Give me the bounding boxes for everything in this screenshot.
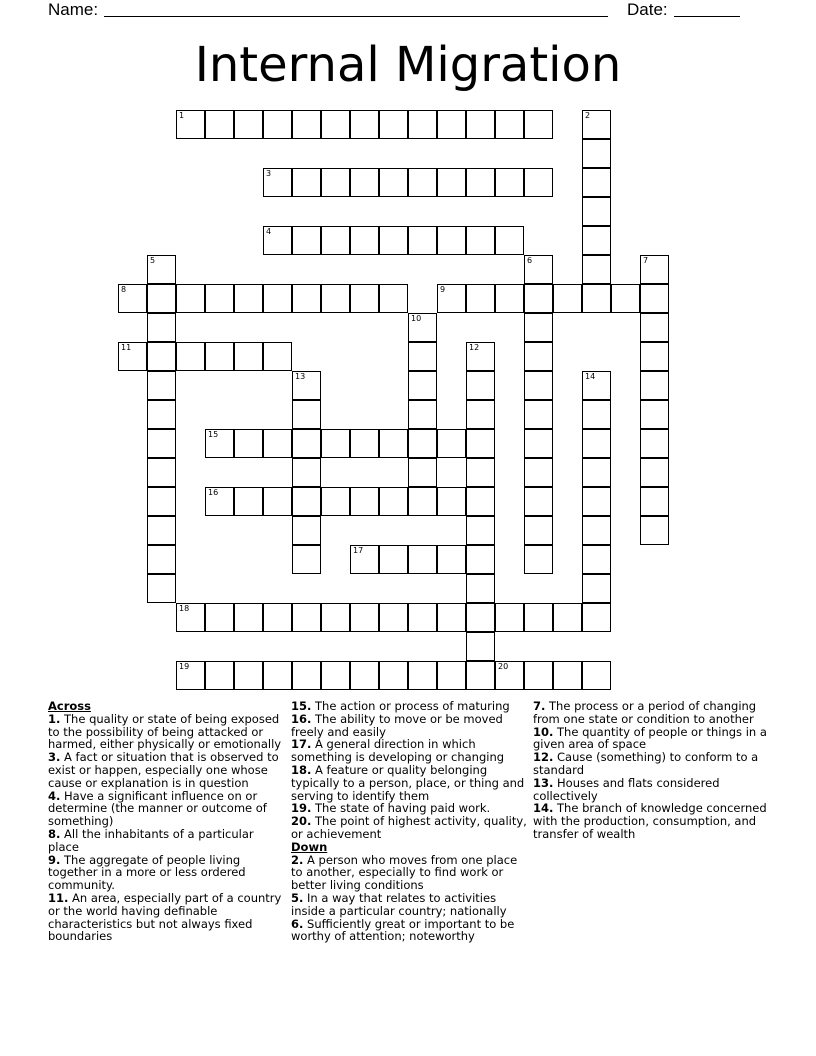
grid-cell[interactable]: [205, 429, 234, 458]
grid-cell[interactable]: [321, 110, 350, 139]
clue-column-3: [533, 700, 769, 841]
clue-number: 17: [353, 546, 364, 555]
grid-cell[interactable]: [176, 342, 205, 371]
grid-cell[interactable]: [350, 603, 379, 632]
grid-cell[interactable]: [553, 661, 582, 690]
grid-cell[interactable]: [640, 400, 669, 429]
grid-cell[interactable]: [292, 371, 321, 400]
grid-cell[interactable]: [321, 168, 350, 197]
grid-cell[interactable]: [466, 400, 495, 429]
grid-cell[interactable]: [205, 110, 234, 139]
clue-number: 11: [121, 343, 132, 352]
grid-cell[interactable]: [263, 603, 292, 632]
grid-cell[interactable]: [437, 545, 466, 574]
grid-cell[interactable]: [292, 400, 321, 429]
grid-cell[interactable]: [205, 342, 234, 371]
grid-cell[interactable]: [524, 371, 553, 400]
grid-cell[interactable]: [147, 371, 176, 400]
clue-down-7: 7. The process or a period of changing from one state or condition to another: [533, 699, 757, 726]
grid-cell[interactable]: [640, 487, 669, 516]
grid-cell[interactable]: [524, 429, 553, 458]
clue-down-14: 14. The branch of knowledge concerned with the production, consumption, and transfer of wealth: [533, 801, 767, 841]
grid-cell[interactable]: [263, 226, 292, 255]
date-label: Date:: [627, 0, 668, 19]
grid-cell[interactable]: [292, 168, 321, 197]
grid-cell[interactable]: [292, 429, 321, 458]
grid-cell[interactable]: [234, 110, 263, 139]
clue-column-1: [48, 700, 283, 943]
grid-cell[interactable]: [408, 458, 437, 487]
grid-cell[interactable]: [437, 487, 466, 516]
grid-cell[interactable]: [582, 168, 611, 197]
grid-cell[interactable]: [263, 110, 292, 139]
grid-cell[interactable]: [205, 284, 234, 313]
grid-cell[interactable]: [147, 574, 176, 603]
clue-number: 10: [411, 314, 422, 323]
grid-cell[interactable]: [553, 603, 582, 632]
grid-cell[interactable]: [379, 545, 408, 574]
grid-cell[interactable]: [234, 429, 263, 458]
grid-cell[interactable]: [582, 226, 611, 255]
grid-cell[interactable]: [524, 255, 553, 284]
grid-cell[interactable]: [582, 371, 611, 400]
grid-cell[interactable]: [321, 429, 350, 458]
grid-cell[interactable]: [640, 313, 669, 342]
grid-cell[interactable]: [408, 429, 437, 458]
grid-cell[interactable]: [582, 284, 611, 313]
grid-cell[interactable]: [350, 284, 379, 313]
grid-cell[interactable]: [582, 400, 611, 429]
grid-cell[interactable]: [263, 661, 292, 690]
clue-across-15: 15. The action or process of maturing: [291, 699, 510, 713]
grid-cell[interactable]: [147, 516, 176, 545]
grid-cell[interactable]: [292, 516, 321, 545]
across-heading: Across: [48, 699, 91, 713]
grid-cell[interactable]: [524, 545, 553, 574]
grid-cell[interactable]: [408, 545, 437, 574]
grid-cell[interactable]: [408, 168, 437, 197]
clue-number: 13: [295, 372, 306, 381]
grid-cell[interactable]: [176, 661, 205, 690]
grid-cell[interactable]: [321, 661, 350, 690]
grid-cell[interactable]: [147, 400, 176, 429]
grid-cell[interactable]: [582, 458, 611, 487]
grid-cell[interactable]: [176, 284, 205, 313]
grid-cell[interactable]: [147, 313, 176, 342]
clue-number: 16: [208, 488, 219, 497]
clue-number: 1: [179, 111, 185, 120]
grid-cell[interactable]: [408, 487, 437, 516]
clue-down-10: 10. The quantity of people or things in a given area of space: [533, 724, 767, 752]
grid-cell[interactable]: [408, 400, 437, 429]
grid-cell[interactable]: [466, 284, 495, 313]
grid-cell[interactable]: [350, 487, 379, 516]
clue-number: 15: [208, 430, 219, 439]
grid-cell[interactable]: [524, 661, 553, 690]
grid-cell[interactable]: [176, 110, 205, 139]
grid-cell[interactable]: [234, 603, 263, 632]
grid-cell[interactable]: [292, 487, 321, 516]
clue-number: 3: [266, 169, 272, 178]
grid-cell[interactable]: [292, 284, 321, 313]
grid-cell[interactable]: [466, 487, 495, 516]
grid-cell[interactable]: [263, 342, 292, 371]
clue-number: 5: [150, 256, 156, 265]
clue-across-19: 19. The state of having paid work.: [291, 801, 491, 816]
clue-across-3: 3. A fact or situation that is observed to exist or happen, especially one whose cause or explanation is in question: [48, 750, 279, 790]
clue-number: 18: [179, 604, 190, 613]
grid-cell[interactable]: [147, 342, 176, 371]
grid-cell[interactable]: [350, 168, 379, 197]
across-list-a: [48, 713, 283, 943]
grid-cell[interactable]: [640, 458, 669, 487]
grid-cell[interactable]: [524, 516, 553, 545]
clue-down-2: 2. A person who moves from one place to another, especially to find work or better living conditions: [291, 852, 518, 893]
grid-cell[interactable]: [466, 342, 495, 371]
grid-cell[interactable]: [263, 487, 292, 516]
grid-cell[interactable]: [640, 516, 669, 545]
grid-cell[interactable]: [495, 603, 524, 632]
down-heading: Down: [291, 839, 328, 854]
grid-cell[interactable]: [582, 139, 611, 168]
grid-cell[interactable]: [640, 371, 669, 400]
grid-cell[interactable]: [292, 226, 321, 255]
clue-across-16: 16. The ability to move or be moved freely and easily: [291, 711, 503, 739]
grid-cell[interactable]: [292, 458, 321, 487]
clue-number: 4: [266, 227, 272, 236]
page-title: Internal Migration: [194, 37, 622, 93]
grid-cell[interactable]: [437, 429, 466, 458]
grid-cell[interactable]: [495, 168, 524, 197]
grid-cell[interactable]: [147, 487, 176, 516]
grid-cell[interactable]: [466, 429, 495, 458]
grid-cell[interactable]: [495, 284, 524, 313]
grid-cell[interactable]: [292, 603, 321, 632]
grid-cell[interactable]: [379, 603, 408, 632]
clue-number: 6: [527, 256, 533, 265]
grid-cell[interactable]: [640, 429, 669, 458]
grid-cell[interactable]: [524, 342, 553, 371]
grid-cell[interactable]: [640, 342, 669, 371]
grid-cell[interactable]: [582, 516, 611, 545]
clue-number: 8: [121, 285, 127, 294]
grid-cell[interactable]: [234, 661, 263, 690]
grid-cell[interactable]: [408, 603, 437, 632]
grid-cell[interactable]: [553, 284, 582, 313]
grid-cell[interactable]: [437, 603, 466, 632]
grid-cell[interactable]: [582, 574, 611, 603]
grid-cell[interactable]: [466, 661, 495, 690]
grid-cell[interactable]: [437, 661, 466, 690]
grid-cell[interactable]: [234, 284, 263, 313]
grid-cell[interactable]: [524, 284, 553, 313]
grid-cell[interactable]: [466, 632, 495, 661]
grid-cell[interactable]: [524, 487, 553, 516]
clue-number: 14: [585, 372, 596, 381]
clue-across-8: 8. All the inhabitants of a particular place: [48, 826, 254, 854]
grid-cell[interactable]: [147, 255, 176, 284]
clue-down-13: 13. Houses and flats considered collectively: [533, 775, 720, 803]
grid-cell[interactable]: [466, 168, 495, 197]
grid-cell[interactable]: [408, 661, 437, 690]
clue-across-17: 17. A general direction in which something is developing or changing: [291, 737, 505, 765]
grid-cell[interactable]: [321, 487, 350, 516]
grid-cell[interactable]: [524, 400, 553, 429]
grid-cell[interactable]: [205, 603, 234, 632]
clue-number: 19: [179, 662, 190, 671]
grid-cell[interactable]: [466, 574, 495, 603]
grid-cell[interactable]: [205, 661, 234, 690]
grid-cell[interactable]: [524, 313, 553, 342]
grid-cell[interactable]: [350, 226, 379, 255]
grid-cell[interactable]: [582, 603, 611, 632]
grid-cell[interactable]: [147, 284, 176, 313]
grid-cell[interactable]: [466, 371, 495, 400]
grid-cell[interactable]: [437, 168, 466, 197]
grid-cell[interactable]: [263, 284, 292, 313]
grid-cell[interactable]: [118, 342, 147, 371]
grid-cell[interactable]: [611, 284, 640, 313]
grid-cell[interactable]: [321, 284, 350, 313]
grid-cell[interactable]: [379, 661, 408, 690]
grid-cell[interactable]: [379, 284, 408, 313]
clue-number: 2: [585, 111, 591, 120]
clue-number: 9: [440, 285, 446, 294]
grid-cell[interactable]: [466, 516, 495, 545]
grid-cell[interactable]: [205, 487, 234, 516]
grid-cell[interactable]: [292, 545, 321, 574]
clue-down-6: 6. Sufficiently great or important to be worthy of attention; noteworthy: [291, 916, 515, 944]
clue-column-2: [291, 700, 527, 943]
grid-cell[interactable]: [408, 313, 437, 342]
grid-cell[interactable]: [234, 487, 263, 516]
grid-cell[interactable]: [350, 545, 379, 574]
grid-cell[interactable]: [147, 458, 176, 487]
grid-cell[interactable]: [321, 226, 350, 255]
clue-down-5: 5. In a way that relates to activities inside a particular country; nationally: [291, 890, 507, 918]
grid-cell[interactable]: [437, 110, 466, 139]
grid-cell[interactable]: [466, 226, 495, 255]
grid-cell[interactable]: [321, 603, 350, 632]
grid-cell[interactable]: [263, 429, 292, 458]
grid-cell[interactable]: [147, 429, 176, 458]
clue-across-11: 11. An area, especially part of a country or the world having definable characteristics but not always fixed boundaries: [48, 890, 282, 944]
grid-cell[interactable]: [118, 284, 147, 313]
grid-cell[interactable]: [582, 255, 611, 284]
grid-cell[interactable]: [466, 545, 495, 574]
grid-cell[interactable]: [147, 545, 176, 574]
grid-cell[interactable]: [495, 226, 524, 255]
grid-cell[interactable]: [379, 487, 408, 516]
grid-cell[interactable]: [524, 458, 553, 487]
grid-cell[interactable]: [234, 342, 263, 371]
grid-cell[interactable]: [582, 545, 611, 574]
clue-down-12: 12. Cause (something) to conform to a standard: [533, 750, 759, 777]
grid-cell[interactable]: [640, 255, 669, 284]
grid-cell[interactable]: [350, 429, 379, 458]
grid-cell[interactable]: [495, 110, 524, 139]
grid-cell[interactable]: [379, 429, 408, 458]
grid-cell[interactable]: [524, 603, 553, 632]
clue-across-18: 18. A feature or quality belonging typically to a person, place, or thing and serving to identify them: [291, 762, 525, 803]
clue-across-9: 9. The aggregate of people living together in a more or less ordered community.: [48, 852, 246, 893]
grid-cell[interactable]: [466, 603, 495, 632]
grid-cell[interactable]: [408, 371, 437, 400]
grid-cell[interactable]: [524, 110, 553, 139]
clue-across-4: 4. Have a significant influence on or determine (the manner or outcome of something): [48, 788, 267, 829]
name-label: Name:: [48, 0, 99, 19]
grid-cell[interactable]: [350, 661, 379, 690]
grid-cell[interactable]: [582, 661, 611, 690]
grid-cell[interactable]: [379, 226, 408, 255]
grid-cell[interactable]: [437, 284, 466, 313]
grid-cell[interactable]: [379, 168, 408, 197]
grid-cell[interactable]: [176, 603, 205, 632]
clue-number: 7: [643, 256, 649, 265]
grid-cell[interactable]: [379, 110, 408, 139]
clue-across-20: 20. The point of highest activity, quality, or achievement: [291, 814, 527, 841]
grid-cell[interactable]: [466, 458, 495, 487]
grid-cell[interactable]: [437, 226, 466, 255]
grid-cell[interactable]: [524, 168, 553, 197]
grid-cell[interactable]: [292, 661, 321, 690]
grid-cell[interactable]: [263, 168, 292, 197]
clue-number: 20: [498, 662, 509, 671]
clue-number: 12: [469, 343, 480, 352]
grid-cell[interactable]: [292, 110, 321, 139]
grid-cell[interactable]: [495, 661, 524, 690]
grid-cell[interactable]: [466, 110, 495, 139]
grid-cell[interactable]: [408, 226, 437, 255]
grid-cell[interactable]: [350, 110, 379, 139]
grid-cell[interactable]: [408, 110, 437, 139]
grid-cell[interactable]: [582, 197, 611, 226]
grid-cell[interactable]: [582, 110, 611, 139]
grid-cell[interactable]: [408, 342, 437, 371]
clue-across-1: 1. The quality or state of being exposed to the possibility of being attacked or harmed, either physically or emotionally: [48, 711, 282, 752]
grid-cell[interactable]: [640, 284, 669, 313]
grid-cell[interactable]: [582, 429, 611, 458]
grid-cell[interactable]: [582, 487, 611, 516]
